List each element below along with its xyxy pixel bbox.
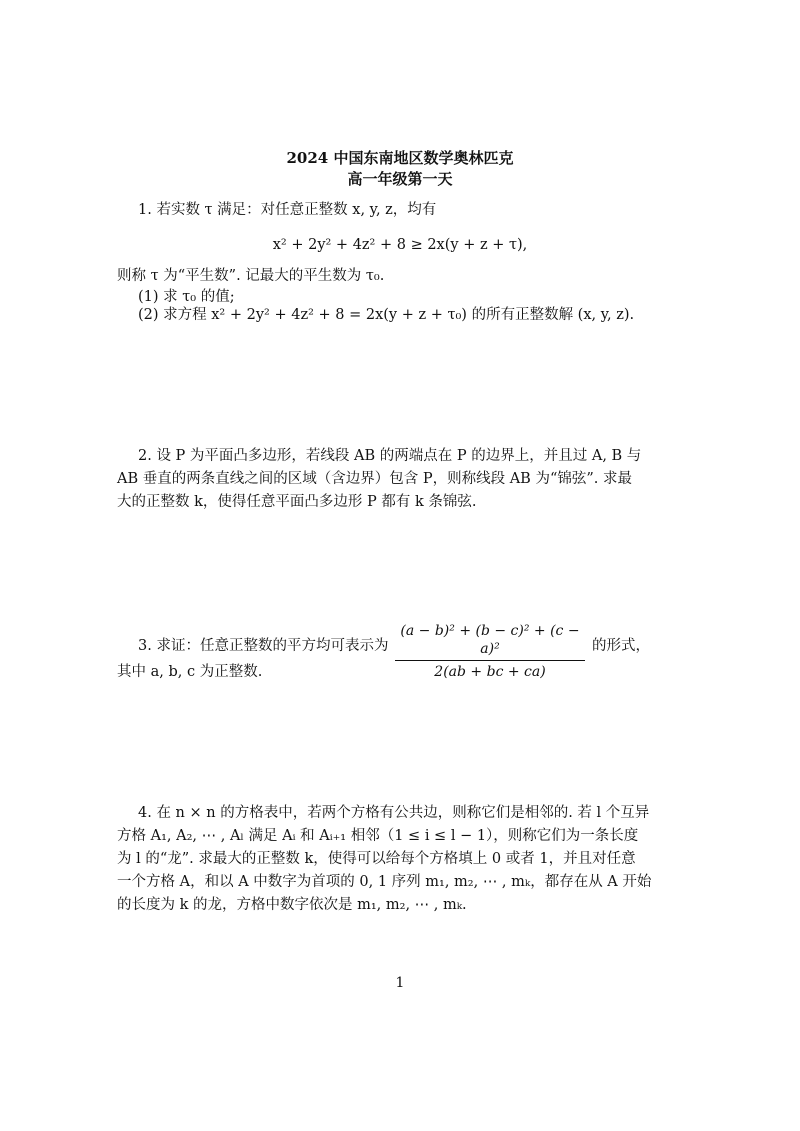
problem-3-prefix: 3. 求证：任意正整数的平方均可表示为 [138, 638, 389, 654]
problem-1-part-1: (1) 求 τ₀ 的值; [138, 289, 235, 305]
problem-4-line-3: 为 l 的“龙”. 求最大的正整数 k，使得可以给每个方格填上 0 或者 1，并且对任意 [117, 851, 636, 867]
fraction-numerator: (a − b)² + (b − c)² + (c − a)² [400, 623, 580, 657]
problem-4-line-4: 一个方格 A，和以 A 中数字为首项的 0, 1 序列 m₁, m₂, ⋯ , mₖ，都存在从 A 开始 [117, 874, 652, 890]
problem-4-line-5: 的长度为 k 的龙，方格中数字依次是 m₁, m₂, ⋯ , mₖ. [117, 897, 467, 913]
fraction-bar [395, 660, 585, 661]
problem-4-line-2: 方格 A₁, A₂, ⋯ , Aₗ 满足 Aᵢ 和 Aᵢ₊₁ 相邻（1 ≤ i ≤ l − 1），则称它们为一条长度 [117, 828, 639, 844]
paper-subtitle: 高一年级第一天 [347, 170, 453, 188]
problem-4-line-1: 4. 在 n × n 的方格表中，若两个方格有公共边，则称它们是相邻的. 若 l 个互异 [138, 805, 650, 821]
problem-1-definition: 则称 τ 为“平生数”. 记最大的平生数为 τ₀. [117, 268, 385, 284]
problem-3-line-2: 其中 a, b, c 为正整数. [117, 664, 263, 680]
problem-2-line-2: AB 垂直的两条直线之间的区域（含边界）包含 P，则称线段 AB 为“锦弦”. 求最 [117, 471, 632, 487]
problem-2-line-1: 2. 设 P 为平面凸多边形，若线段 AB 的两端点在 P 的边界上，并且过 A, B 与 [138, 448, 642, 464]
problem-1-statement: 1. 若实数 τ 满足：对任意正整数 x, y, z，均有 [138, 202, 437, 218]
page-number: 1 [395, 975, 405, 991]
problem-1-inequality: x² + 2y² + 4z² + 8 ≥ 2x(y + z + τ), [272, 237, 528, 253]
problem-3-suffix: 的形式， [592, 638, 650, 654]
paper-title: 2024 中国东南地区数学奥林匹克 [286, 149, 514, 167]
fraction-denominator: 2(ab + bc + ca) [434, 664, 546, 680]
problem-1-part-2: (2) 求方程 x² + 2y² + 4z² + 8 = 2x(y + z + τ₀) 的所有正整数解 (x, y, z). [138, 307, 635, 323]
problem-2-line-3: 大的正整数 k，使得任意平面凸多边形 P 都有 k 条锦弦. [117, 494, 477, 510]
problem-3-fraction [395, 622, 585, 681]
